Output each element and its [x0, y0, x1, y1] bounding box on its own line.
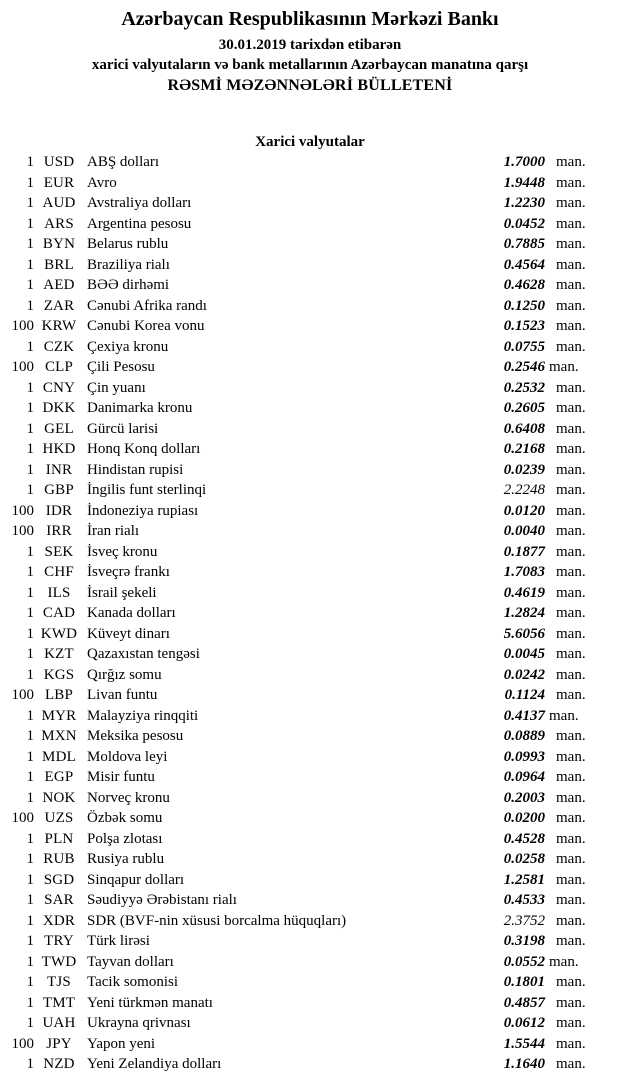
unit-cell: man.: [556, 420, 586, 437]
bank-name: Azərbaycan Respublikasının Mərkəzi Bankı: [121, 8, 499, 30]
currency-name-cell: Yeni Zelandiya dolları: [87, 1056, 222, 1072]
qty-cell: 1: [26, 605, 34, 621]
rates-table: [0, 152, 620, 1075]
unit-cell: man.: [556, 605, 586, 621]
qty-cell: 1: [26, 871, 34, 888]
qty-cell: 1: [26, 1056, 34, 1072]
qty-cell: 1: [26, 728, 34, 744]
rate-cell: 0.0242: [503, 666, 545, 683]
rate-cell: 0.0889: [503, 728, 545, 744]
table-row: [0, 583, 620, 604]
rate-cell: 0.2168: [503, 441, 545, 457]
subtitle: xarici valyutaların və bank metallarının Azərbaycan manatına qarşı: [91, 57, 529, 73]
table-row: [0, 726, 620, 747]
currency-code-cell: SAR: [44, 892, 74, 908]
currency-code-cell: CHF: [44, 564, 74, 580]
currency-name-cell: BƏƏ dirhəmi: [87, 277, 170, 293]
qty-cell: 1: [26, 707, 34, 724]
qty-cell: 1: [26, 379, 34, 396]
rate-cell: 0.0964: [503, 769, 545, 785]
currency-name-cell: Malayziya rinqqiti: [87, 707, 199, 724]
unit-cell: man.: [556, 625, 586, 642]
currency-code-cell: KGS: [43, 666, 75, 683]
unit-cell: man.: [556, 912, 586, 929]
table-row: [0, 419, 620, 440]
unit-cell: man.: [556, 256, 586, 273]
currency-code-cell: TJS: [47, 974, 71, 990]
currency-code-cell: DKK: [42, 400, 76, 416]
unit-cell: man.: [556, 871, 586, 888]
qty-cell: 1: [26, 584, 34, 601]
unit-cell: man.: [556, 994, 586, 1011]
currency-name-cell: İsveçrə frankı: [87, 564, 170, 580]
table-row: [0, 357, 620, 378]
unit-cell: man.: [556, 748, 586, 765]
qty-cell: 1: [26, 748, 34, 765]
table-row: [0, 152, 620, 173]
table-row: [0, 747, 620, 768]
unit-cell: man.: [556, 646, 586, 662]
unit-cell: man.: [556, 174, 586, 191]
currency-code-cell: PLN: [44, 830, 74, 847]
table-row: [0, 521, 620, 542]
table-row: [0, 214, 620, 235]
rate-cell: 1.7000: [503, 154, 545, 170]
currency-code-cell: ILS: [47, 584, 71, 601]
table-row: [0, 173, 620, 194]
unit-cell: man.: [549, 707, 579, 724]
currency-code-cell: USD: [43, 154, 75, 170]
currency-name-cell: Yapon yeni: [87, 1035, 156, 1052]
table-row: [0, 931, 620, 952]
rate-cell: 0.2532: [503, 379, 545, 396]
currency-name-cell: Ukrayna qrivnası: [87, 1015, 191, 1031]
qty-cell: 1: [26, 1015, 34, 1031]
currency-name-cell: Belarus rublu: [87, 236, 169, 252]
unit-cell: man.: [556, 195, 586, 211]
currency-name-cell: Tacik somonisi: [87, 974, 179, 990]
table-row: [0, 460, 620, 481]
table-row: [0, 275, 620, 296]
currency-code-cell: IDR: [45, 502, 73, 519]
rate-cell: 0.0452: [503, 215, 545, 232]
table-row: [0, 296, 620, 317]
table-row: [0, 644, 620, 665]
unit-cell: man.: [556, 502, 586, 519]
unit-cell: man.: [556, 1015, 586, 1031]
table-row: [0, 767, 620, 788]
qty-cell: 1: [26, 236, 34, 252]
rate-cell: 2.2248: [503, 482, 545, 498]
rate-cell: 5.6056: [503, 625, 545, 642]
unit-cell: man.: [556, 215, 586, 232]
table-row: [0, 398, 620, 419]
currency-name-cell: İngilis funt sterlinqi: [87, 482, 207, 498]
qty-cell: 1: [26, 625, 34, 642]
unit-cell: man.: [556, 584, 586, 601]
qty-cell: 1: [26, 461, 34, 478]
currency-code-cell: HKD: [42, 441, 76, 457]
table-row: [0, 234, 620, 255]
rate-cell: 0.4628: [503, 277, 545, 293]
table-row: [0, 808, 620, 829]
currency-name-cell: Hindistan rupisi: [87, 461, 184, 478]
unit-cell: man.: [556, 851, 586, 867]
currency-code-cell: KZT: [44, 646, 74, 662]
qty-cell: 1: [26, 256, 34, 273]
qty-cell: 1: [26, 154, 34, 170]
currency-code-cell: TRY: [44, 933, 74, 949]
bulletin-header: [0, 0, 620, 97]
currency-name-cell: Avro: [87, 174, 117, 191]
currency-code-cell: CNY: [42, 379, 76, 396]
rate-cell: 1.5544: [503, 1035, 545, 1052]
qty-cell: 1: [26, 215, 34, 232]
unit-cell: man.: [556, 461, 586, 478]
currency-name-cell: Rusiya rublu: [87, 851, 165, 867]
currency-code-cell: INR: [45, 461, 73, 478]
currency-code-cell: SGD: [43, 871, 75, 888]
qty-cell: 1: [26, 297, 34, 314]
currency-code-cell: TMT: [42, 994, 76, 1011]
currency-name-cell: Meksika pesosu: [87, 728, 184, 744]
unit-cell: man.: [556, 974, 586, 990]
rate-cell: 0.1801: [503, 974, 545, 990]
table-row: [0, 542, 620, 563]
qty-cell: 1: [26, 912, 34, 929]
qty-cell: 1: [26, 789, 34, 806]
currency-code-cell: CLP: [44, 359, 74, 375]
unit-cell: man.: [556, 379, 586, 396]
rate-cell: 1.1640: [503, 1056, 545, 1072]
unit-cell: man.: [556, 666, 586, 683]
qty-cell: 1: [26, 400, 34, 416]
rate-cell: 2.3752: [503, 912, 545, 929]
unit-cell: man.: [556, 933, 586, 949]
currency-code-cell: KWD: [40, 625, 78, 642]
currency-code-cell: GBP: [44, 482, 74, 498]
currency-code-cell: AUD: [42, 195, 76, 211]
rate-cell: 0.4137: [503, 707, 545, 724]
section-title: Xarici valyutalar: [255, 134, 365, 150]
rate-cell: 1.9448: [503, 174, 545, 191]
currency-code-cell: JPY: [46, 1035, 72, 1052]
currency-name-cell: Yeni türkmən manatı: [87, 994, 213, 1011]
rate-cell: 0.0552: [503, 953, 545, 970]
table-row: [0, 501, 620, 522]
qty-cell: 1: [26, 338, 34, 355]
currency-name-cell: Türk lirəsi: [87, 933, 150, 949]
unit-cell: man.: [556, 810, 586, 826]
unit-cell: man.: [556, 543, 586, 560]
currency-name-cell: Honq Konq dolları: [87, 441, 201, 457]
rate-cell: 1.2824: [503, 605, 545, 621]
qty-cell: 1: [26, 830, 34, 847]
currency-name-cell: Kanada dolları: [87, 605, 176, 621]
rate-cell: 0.1523: [503, 318, 545, 334]
table-row: [0, 952, 620, 973]
qty-cell: 100: [11, 810, 34, 826]
currency-name-cell: İsveç kronu: [87, 543, 158, 560]
rate-cell: 0.1250: [503, 297, 545, 314]
currency-code-cell: AED: [43, 277, 75, 293]
currency-name-cell: Çin yuanı: [87, 379, 146, 396]
currency-name-cell: Polşa zlotası: [87, 830, 163, 847]
qty-cell: 1: [26, 564, 34, 580]
table-row: [0, 972, 620, 993]
rate-cell: 0.0258: [503, 851, 545, 867]
unit-cell: man.: [556, 441, 586, 457]
currency-code-cell: UAH: [42, 1015, 76, 1031]
qty-cell: 1: [26, 543, 34, 560]
currency-name-cell: Gürcü larisi: [87, 420, 159, 437]
rate-cell: 0.0040: [503, 523, 545, 539]
qty-cell: 1: [26, 174, 34, 191]
rate-cell: 0.2605: [503, 400, 545, 416]
unit-cell: man.: [556, 297, 586, 314]
currency-name-cell: Qazaxıstan tengəsi: [87, 646, 200, 662]
table-row: [0, 1054, 620, 1075]
currency-code-cell: CZK: [43, 338, 75, 355]
qty-cell: 1: [26, 482, 34, 498]
unit-cell: man.: [556, 338, 586, 355]
rate-cell: 0.0612: [503, 1015, 545, 1031]
unit-cell: man.: [556, 400, 586, 416]
unit-cell: man.: [556, 1035, 586, 1052]
table-row: [0, 911, 620, 932]
currency-name-cell: SDR (BVF-nin xüsusi borcalma hüquqları): [87, 912, 347, 929]
unit-cell: man.: [556, 687, 586, 703]
qty-cell: 1: [26, 646, 34, 662]
currency-code-cell: GEL: [44, 420, 74, 437]
qty-cell: 100: [11, 359, 34, 375]
rate-cell: 0.7885: [503, 236, 545, 252]
unit-cell: man.: [556, 1056, 586, 1072]
currency-name-cell: İsrail şekeli: [87, 584, 157, 601]
rate-cell: 1.2581: [503, 871, 545, 888]
qty-cell: 1: [26, 953, 34, 970]
currency-code-cell: XDR: [42, 912, 76, 929]
qty-cell: 100: [11, 502, 34, 519]
rate-cell: 1.7083: [503, 564, 545, 580]
table-row: [0, 870, 620, 891]
currency-name-cell: Norveç kronu: [87, 789, 170, 806]
table-row: [0, 624, 620, 645]
unit-cell: man.: [556, 236, 586, 252]
qty-cell: 100: [11, 318, 34, 334]
qty-cell: 1: [26, 441, 34, 457]
qty-cell: 1: [26, 420, 34, 437]
table-row: [0, 378, 620, 399]
rate-cell: 1.2230: [503, 195, 545, 211]
currency-name-cell: Çili Pesosu: [87, 359, 155, 375]
effective-date: 30.01.2019 tarixdən etibarən: [218, 37, 402, 53]
qty-cell: 1: [26, 851, 34, 867]
unit-cell: man.: [556, 728, 586, 744]
qty-cell: 100: [11, 1035, 34, 1052]
currency-code-cell: LBP: [44, 687, 74, 703]
table-row: [0, 255, 620, 276]
currency-code-cell: ZAR: [43, 297, 75, 314]
currency-code-cell: MYR: [41, 707, 77, 724]
table-row: [0, 665, 620, 686]
qty-cell: 1: [26, 994, 34, 1011]
rate-cell: 0.4528: [503, 830, 545, 847]
table-row: [0, 316, 620, 337]
currency-code-cell: BYN: [42, 236, 76, 252]
currency-code-cell: SEK: [44, 543, 74, 560]
currency-name-cell: Sinqapur dolları: [87, 871, 185, 888]
currency-code-cell: IRR: [46, 523, 72, 539]
currency-code-cell: TWD: [41, 953, 77, 970]
table-row: [0, 890, 620, 911]
currency-name-cell: Özbək somu: [87, 810, 163, 826]
unit-cell: man.: [556, 523, 586, 539]
rate-cell: 0.1124: [504, 687, 545, 703]
rate-cell: 0.0045: [503, 646, 545, 662]
rate-cell: 0.4533: [503, 892, 545, 908]
table-row: [0, 337, 620, 358]
currency-name-cell: Moldova leyi: [87, 748, 168, 765]
rate-cell: 0.4619: [503, 584, 545, 601]
unit-cell: man.: [556, 830, 586, 847]
table-row: [0, 1034, 620, 1055]
qty-cell: 1: [26, 933, 34, 949]
qty-cell: 1: [26, 195, 34, 211]
currency-code-cell: UZS: [44, 810, 74, 826]
currency-name-cell: Braziliya rialı: [87, 256, 170, 273]
rate-cell: 0.6408: [503, 420, 545, 437]
table-row: [0, 562, 620, 583]
currency-name-cell: İndoneziya rupiası: [87, 502, 199, 519]
table-row: [0, 788, 620, 809]
unit-cell: man.: [556, 564, 586, 580]
currency-name-cell: Misir funtu: [87, 769, 155, 785]
table-row: [0, 829, 620, 850]
currency-code-cell: EUR: [43, 174, 75, 191]
currency-name-cell: Cənubi Afrika randı: [87, 297, 207, 314]
currency-name-cell: Danimarka kronu: [87, 400, 193, 416]
currency-name-cell: İran rialı: [87, 523, 140, 539]
bulletin-title: RƏSMİ MƏZƏNNƏLƏRİ BÜLLETENİ: [167, 77, 453, 94]
currency-name-cell: Tayvan dolları: [87, 953, 174, 970]
currency-name-cell: Çexiya kronu: [87, 338, 169, 355]
currency-code-cell: MDL: [42, 748, 76, 765]
unit-cell: man.: [556, 318, 586, 334]
currency-name-cell: Küveyt dinarı: [87, 625, 170, 642]
unit-cell: man.: [556, 482, 586, 498]
table-row: [0, 439, 620, 460]
currency-name-cell: Argentina pesosu: [87, 215, 192, 232]
currency-code-cell: NZD: [43, 1056, 75, 1072]
currency-name-cell: Səudiyyə Ərəbistanı rialı: [87, 892, 237, 908]
unit-cell: man.: [556, 769, 586, 785]
table-row: [0, 603, 620, 624]
rate-cell: 0.4857: [503, 994, 545, 1011]
currency-name-cell: Avstraliya dolları: [87, 195, 192, 211]
qty-cell: 100: [11, 523, 34, 539]
table-row: [0, 706, 620, 727]
currency-code-cell: EGP: [44, 769, 74, 785]
rate-cell: 0.0993: [503, 748, 545, 765]
qty-cell: 100: [11, 687, 34, 703]
rate-cell: 0.0755: [503, 338, 545, 355]
table-row: [0, 480, 620, 501]
rate-cell: 0.0120: [503, 502, 545, 519]
table-row: [0, 1013, 620, 1034]
qty-cell: 1: [26, 769, 34, 785]
currency-name-cell: Cənubi Korea vonu: [87, 318, 205, 334]
unit-cell: man.: [556, 892, 586, 908]
currency-code-cell: ARS: [44, 215, 74, 232]
currency-code-cell: CAD: [42, 605, 76, 621]
currency-code-cell: MXN: [41, 728, 77, 744]
table-row: [0, 193, 620, 214]
currency-name-cell: ABŞ dolları: [87, 154, 160, 170]
currency-code-cell: BRL: [44, 256, 74, 273]
table-row: [0, 849, 620, 870]
rate-cell: 0.0239: [503, 461, 545, 478]
currency-name-cell: Livan funtu: [87, 687, 158, 703]
rate-cell: 0.2546: [503, 359, 545, 375]
rate-cell: 0.1877: [503, 543, 545, 560]
qty-cell: 1: [26, 974, 34, 990]
qty-cell: 1: [26, 892, 34, 908]
currency-code-cell: KRW: [41, 318, 77, 334]
table-row: [0, 685, 620, 706]
qty-cell: 1: [26, 666, 34, 683]
rate-cell: 0.0200: [503, 810, 545, 826]
currency-name-cell: Qırğız somu: [87, 666, 162, 683]
unit-cell: man.: [556, 154, 586, 170]
rate-cell: 0.4564: [503, 256, 545, 273]
unit-cell: man.: [556, 789, 586, 806]
unit-cell: man.: [556, 277, 586, 293]
rate-cell: 0.3198: [503, 933, 545, 949]
qty-cell: 1: [26, 277, 34, 293]
rate-cell: 0.2003: [503, 789, 545, 806]
currency-code-cell: NOK: [42, 789, 76, 806]
unit-cell: man.: [549, 953, 579, 970]
unit-cell: man.: [549, 359, 579, 375]
currency-code-cell: RUB: [43, 851, 75, 867]
table-row: [0, 993, 620, 1014]
